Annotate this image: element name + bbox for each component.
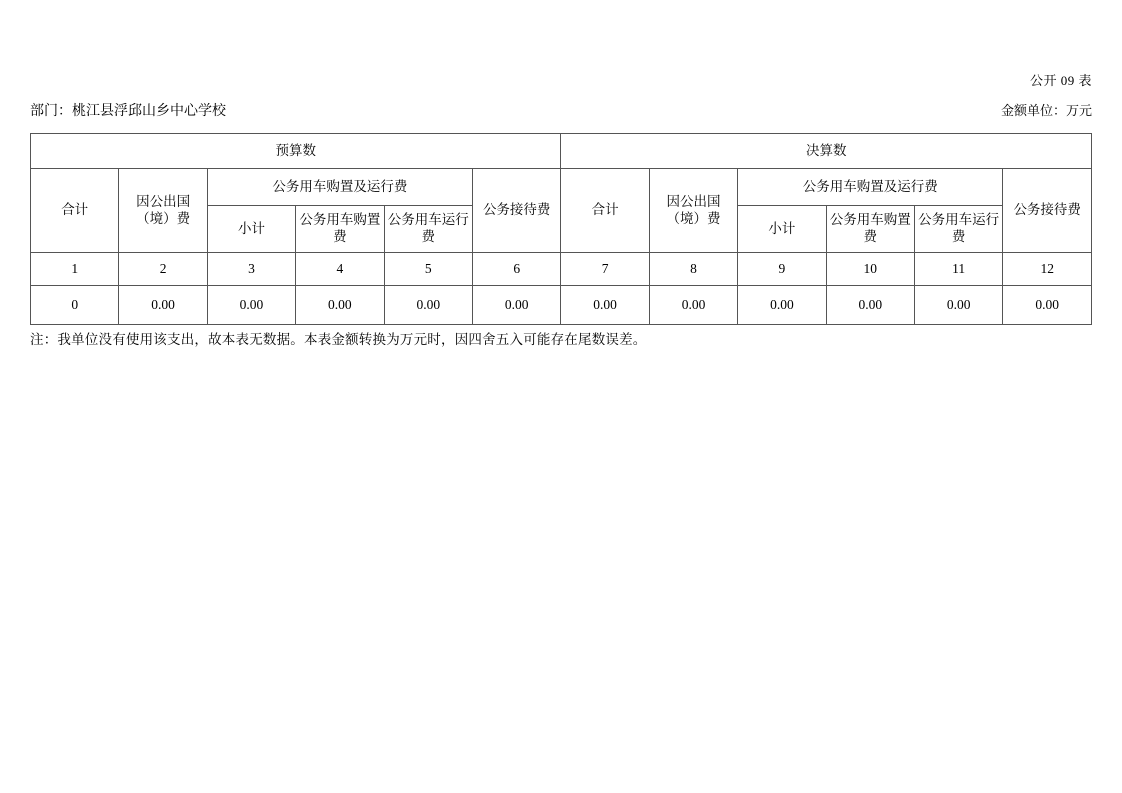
table-column-number-row [31,253,1092,286]
data-cell: 0 [31,286,119,325]
col-final-vehicle-subtotal: 小计 [738,206,826,253]
col-final-vehicle-group: 公务用车购置及运行费 [738,169,1003,206]
col-final-total: 合计 [561,169,649,253]
table-row [31,286,1092,325]
col-number: 7 [561,253,649,286]
data-cell: 0.00 [384,286,472,325]
col-number: 4 [296,253,384,286]
data-cell: 0.00 [472,286,560,325]
group-header-budget: 预算数 [31,134,561,169]
col-number: 6 [472,253,560,286]
data-cell: 0.00 [826,286,914,325]
col-number: 9 [738,253,826,286]
form-number: 公开 09 表 [1029,73,1092,88]
col-budget-total: 合计 [31,169,119,253]
col-number: 8 [649,253,737,286]
data-cell: 0.00 [914,286,1002,325]
col-final-reception: 公务接待费 [1003,169,1092,253]
expenditure-table [30,133,1092,325]
col-final-abroad: 因公出国（境）费 [649,169,737,253]
col-final-vehicle-purchase: 公务用车购置费 [826,206,914,253]
col-number: 5 [384,253,472,286]
data-cell: 0.00 [649,286,737,325]
col-budget-vehicle-group: 公务用车购置及运行费 [207,169,472,206]
col-budget-vehicle-subtotal: 小计 [207,206,295,253]
data-cell: 0.00 [207,286,295,325]
col-final-vehicle-operation: 公务用车运行费 [914,206,1002,253]
data-cell: 0.00 [1003,286,1092,325]
table-note: 注：我单位没有使用该支出，故本表无数据。本表金额转换为万元时，因四舍五入可能存在尾数误差。 [30,332,647,347]
col-number: 12 [1003,253,1092,286]
col-number: 2 [119,253,207,286]
col-budget-vehicle-purchase: 公务用车购置费 [296,206,384,253]
col-budget-abroad: 因公出国（境）费 [119,169,207,253]
data-cell: 0.00 [119,286,207,325]
col-number: 10 [826,253,914,286]
col-number: 11 [914,253,1002,286]
col-number: 1 [31,253,119,286]
group-header-final: 决算数 [561,134,1092,169]
col-budget-reception: 公务接待费 [472,169,560,253]
data-cell: 0.00 [561,286,649,325]
table-group-header-row [31,134,1092,169]
amount-unit-label: 金额单位：万元 [1000,103,1092,118]
col-budget-vehicle-operation: 公务用车运行费 [384,206,472,253]
department-label: 部门：桃江县浮邱山乡中心学校 [30,104,226,119]
col-number: 3 [207,253,295,286]
table-subheader-row-1 [31,169,1092,206]
data-cell: 0.00 [738,286,826,325]
data-cell: 0.00 [296,286,384,325]
